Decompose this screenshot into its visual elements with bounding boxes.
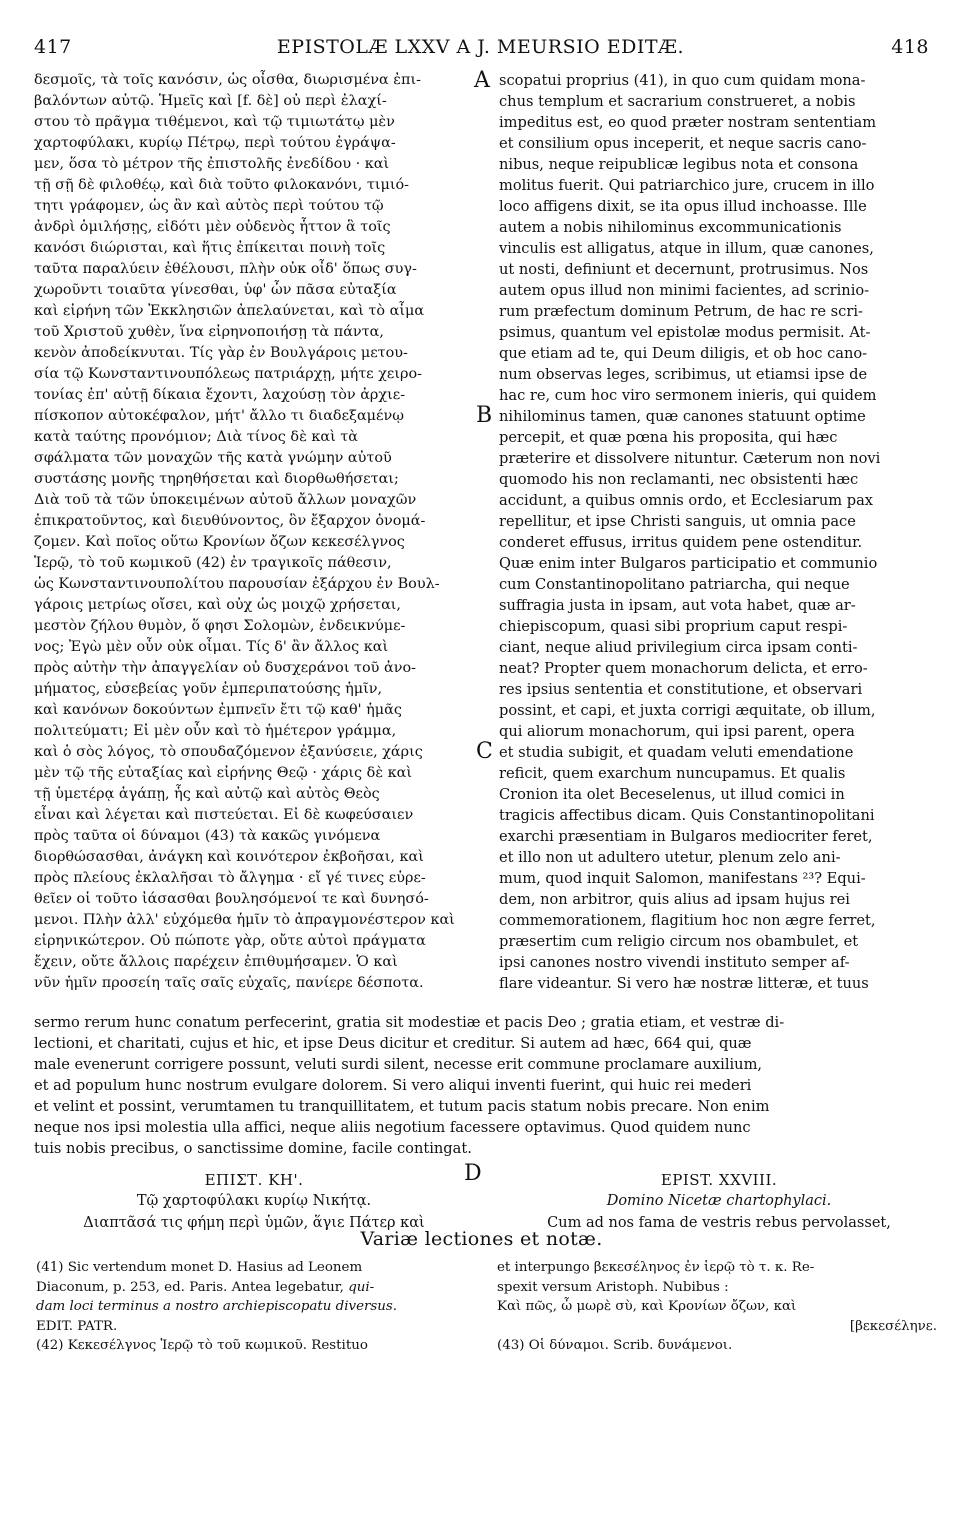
margin-letter-a: A — [474, 68, 490, 93]
epistle-28-greek-heading — [34, 1170, 474, 1234]
full-width-text-line: et ad populum hunc nostrum evulgare dolorem. Si vero aliqui inventi fuerint, qui huic rei mederi — [34, 1077, 752, 1094]
latin-text-line: Cronion ita olet Beceselenus, ut illud comici in — [499, 786, 845, 803]
greek-text-line: μενοι. Πλὴν ἀλλ' εὐχόμεθα ἡμῖν τὸ ἀπραγμονέστερον καὶ — [34, 912, 455, 928]
greek-text-line: μὲν τῷ τῆς εὐταξίας καὶ εἰρήνης Θεῷ · χάρις δὲ καὶ — [34, 765, 413, 781]
greek-text-line: μήματος, εὐσεβείας γοῦν ἐμπεριπατούσης ἡμῖν, — [34, 681, 383, 697]
epistle-latin-addressee: Domino Nicetæ chartophylaci. — [606, 1193, 832, 1209]
greek-text-line: βαλόντων αὐτῷ. Ἡμεῖς καὶ [f. δὲ] οὐ περὶ ἐλαχί- — [34, 93, 387, 109]
running-title: EPISTOLÆ LXXV A J. MEURSIO EDITÆ. — [276, 36, 685, 58]
latin-text-line: mum, quod inquit Salomon, manifestans ²³? Equi- — [499, 870, 866, 887]
margin-letter-b: B — [476, 403, 493, 428]
greek-text-line: τῇ σῇ δὲ φιλοθέῳ, καὶ διὰ τοῦτο φιλοκανόνι, τιμιό- — [34, 177, 410, 193]
latin-text-line: suffragia justa in ipsam, aut vota habet, quæ ar- — [499, 597, 856, 614]
latin-text-line: psimus, quantum vel epistolæ modus permisit. At- — [499, 324, 871, 341]
latin-text-line: præterire et dissolvere nituntur. Cæterum non novi — [499, 450, 881, 467]
greek-text-column — [34, 70, 474, 994]
margin-letter-c: C — [476, 739, 493, 764]
full-width-text-line: lectioni, et charitati, cujus et hic, et ipse Deus dicitur et creditur. Si autem ad hæc, 664 qui, quæ — [34, 1035, 752, 1052]
notes-section-title: Variæ lectiones et notæ. — [360, 1228, 603, 1250]
greek-text-line: χαρτοφύλακι, κυρίῳ Πέτρῳ, περὶ τούτου ἐγράψα- — [34, 135, 396, 151]
latin-text-line: et illo non ut adultero utetur, plenum zelo ani- — [499, 849, 841, 866]
greek-text-line: συστάσης μονῆς τηρηθήσεται καὶ διορθωθήσεται; — [34, 471, 399, 487]
greek-text-line: διορθώσασθαι, ἀνάγκη καὶ κοινότερον ἐκβοῆσαι, καὶ — [34, 849, 424, 865]
epistle-latin-title: EPIST. XXVIII. — [660, 1171, 778, 1189]
latin-text-line: ipsi canones nostro vivendi instituto semper af- — [499, 954, 850, 971]
page-number-right: 418 — [891, 36, 929, 58]
latin-text-line: Quæ enim inter Bulgaros participatio et communio — [499, 555, 878, 572]
latin-text-line: commemorationem, flagitium hoc non ægre ferret, — [499, 912, 876, 929]
greek-text-line: πρὸς πλείους ἐκλαλῆσαι τὸ ἄλγημα · εἴ γέ τινες εὑρε- — [34, 870, 426, 886]
note-line: dam loci terminus a nostro archiepiscopatu diversus. — [36, 1299, 398, 1314]
greek-text-line: γάροις μετρίως οἴσει, καὶ οὐχ ὡς μοιχῷ χρήσεται, — [34, 597, 402, 613]
greek-text-line: ὡς Κωνσταντινουπολίτου παρουσίαν ἐξάρχου ἐν Βουλ- — [34, 576, 440, 592]
note-line: Diaconum, p. 253, ed. Paris. Antea legebatur, qui- — [36, 1279, 375, 1295]
latin-text-line: qui aliorum monachorum, qui ipsi parent, opera — [499, 723, 855, 740]
greek-text-line: πρὸς αὐτὴν τὴν ἀπαγγελίαν οὐ δυσχεράνοι τοῦ ἀνο- — [34, 660, 416, 676]
latin-text-line: loco affigens dixit, se ita opus illud inchoasse. Ille — [499, 198, 867, 215]
latin-text-line: scopatui proprius (41), in quo cum quidam mona- — [499, 72, 866, 89]
latin-text-line: percepit, et quæ pœna his proposita, qui hæc — [499, 429, 838, 446]
greek-text-line: Ἱερῷ, τὸ τοῦ κωμικοῦ (42) ἐν τραγικοῖς πάθεσιν, — [34, 555, 392, 571]
greek-text-line: πίσκοπον αὐτοκέφαλον, μήτ' ἄλλο τι διαδεξαμένῳ — [34, 408, 404, 424]
latin-text-line: nibus, neque reipublicæ legibus nota et consona — [499, 156, 859, 173]
greek-text-line: θεῖεν οἱ τοῦτο ἰάσασθαι βουλησόμενοί τε καὶ δυνησό- — [34, 891, 429, 907]
latin-text-line: nihilominus tamen, quæ canones statuunt optime — [499, 408, 866, 425]
latin-text-line: vinculis est alligatus, atque in illum, quæ canones, — [499, 240, 874, 257]
epistle-greek-title: ΕΠΙΣΤ. ΚΗ'. — [204, 1171, 304, 1189]
latin-text-line: molitus fuerit. Qui patriarchico jure, crucem in illo — [499, 177, 875, 194]
greek-text-line: χωροῦντι τοιαῦτα γίνεσθαι, ὑφ' ὧν πᾶσα εὐταξία — [34, 282, 397, 298]
latin-text-line: accidunt, a quibus omnis ordo, et Ecclesiarum pax — [499, 492, 874, 509]
greek-text-line: σία τῷ Κωνσταντινουπόλεως πατριάρχῃ, μήτε χειρο- — [34, 366, 423, 382]
margin-letter-d: D — [464, 1161, 482, 1186]
greek-text-line: στου τὸ πρᾶγμα τιθέμενοι, καὶ τῷ τιμιωτάτῳ μὲν — [34, 114, 395, 130]
greek-text-line: πρὸς ταῦτα οἱ δύναμοι (43) τὰ κακῶς γινόμενα — [34, 828, 381, 844]
full-width-text-line: tuis nobis precibus, o sanctissime domine, facile contingat. — [34, 1140, 472, 1157]
greek-text-line: καὶ ὁ σὸς λόγος, τὸ σπουδαζόμενον ἐξανύσειε, χάρις — [34, 744, 423, 760]
epistle-latin-incipit: Cum ad nos fama de vestris rebus pervolasset, — [547, 1215, 891, 1231]
latin-text-line: dem, non arbitror, quis alius ad ipsam hujus rei — [499, 891, 850, 908]
latin-text-line: cum Constantinopolitano patriarcha, qui neque — [499, 576, 850, 593]
latin-text-line: autem opus illud non minimi facientes, ad scrinio- — [499, 282, 870, 299]
note-line: EDIT. PATR. — [36, 1318, 118, 1334]
greek-text-line: τῇ ὑμετέρᾳ ἀγάπῃ, ἧς καὶ αὐτῷ καὶ αὐτὸς Θεὸς — [34, 786, 380, 802]
note-line: (43) Οἱ δύναμοι. Scrib. δυνάμενοι. — [497, 1338, 733, 1353]
latin-text-line: chus templum et sacrarium construeret, a nobis — [499, 93, 856, 110]
latin-text-line: que etiam ad te, qui Deum diligis, et ob hoc cano- — [499, 345, 868, 362]
greek-text-line: καὶ εἰρήνη τῶν Ἐκκλησιῶν ἀπελαύνεται, καὶ τὸ αἷμα — [34, 303, 425, 319]
notes-left-column — [36, 1258, 474, 1356]
greek-text-line: ζομεν. Καὶ ποῖος οὕτω Κρονίων ὄζων κεκεσέλγνος — [34, 534, 405, 550]
greek-text-line: τοῦ Χριστοῦ χυθὲν, ἵνα εἰρηνοποιήσῃ τὰ πάντα, — [34, 324, 384, 340]
note-line: spexit versum Aristoph. Nubibus : — [497, 1279, 729, 1295]
note-line: et interpungo βεκεσέληνος ἐν ἱερῷ τὸ τ. κ. Re- — [497, 1260, 815, 1275]
greek-text-line: ἔχειν, οὔτε ἄλλοις παρέχειν ἐπιθυμήσαμεν. Ὁ καὶ — [34, 954, 398, 970]
latin-text-line: autem a nobis nihilominus excommunicationis — [499, 219, 842, 236]
full-width-text-line: sermo rerum hunc conatum perfecerint, gratia sit modestiæ et pacis Deo ; gratia etiam, et vestræ di- — [34, 1014, 785, 1031]
greek-text-line: κανόσι διώρισται, καὶ ἥτις ἐπίκειται ποινὴ τοῖς — [34, 240, 386, 256]
note-line: (42) Κεκεσέλγνος Ἱερῷ τὸ τοῦ κωμικοῦ. Restituo — [36, 1338, 368, 1353]
full-width-text-line: neque nos ipsi molestia ulla affici, neque aliis negotium facessere optavimus. Quod quidem nunc — [34, 1119, 751, 1136]
latin-text-line: chiepiscopum, quasi sibi proprium caput respi- — [499, 618, 848, 635]
latin-text-line: num observas leges, scribimus, ut etiamsi ipse de — [499, 366, 868, 383]
greek-text-line: πολιτεύματι; Εἰ μὲν οὖν καὶ τὸ ἡμέτερον γράμμα, — [34, 723, 397, 739]
page-number-left: 417 — [34, 36, 72, 58]
notes-right-column — [497, 1258, 937, 1356]
latin-text-line: et consilium opus inceperit, et neque sacris cano- — [499, 135, 867, 152]
latin-text-line: flare videantur. Si vero hæ nostræ litteræ, et tuus — [499, 975, 869, 992]
latin-text-line: reficit, quem exarchum nuncupamus. Et qualis — [499, 765, 846, 782]
latin-text-line: ciant, neque aliud privilegium circa ipsam conti- — [499, 639, 858, 656]
greek-text-line: ἐπικρατοῦντος, καὶ διευθύνοντος, ὃν ἔξαρχον ὀνομά- — [34, 513, 426, 529]
greek-text-line: καὶ κανόνων δοκούντων ἐμπνεῖν ἔτι τῷ καθ' ἡμᾶς — [34, 702, 402, 718]
latin-text-line: tragicis affectibus dicam. Quis Constantinopolitani — [499, 807, 875, 824]
latin-text-column — [499, 70, 939, 994]
greek-text-line: κενὸν ἀποδείκνυται. Τίς γὰρ ἐν Βουλγάροις μετου- — [34, 345, 408, 361]
greek-text-line: νος; Ἐγὼ μὲν οὖν οὐκ οἶμαι. Τίς δ' ἂν ἄλλος καὶ — [34, 639, 389, 655]
greek-text-line: νῦν ἡμῖν προσείη ταῖς σαῖς εὐχαῖς, πανίερε δέσποτα. — [34, 975, 424, 991]
greek-text-line: σφάλματα τῶν μοναχῶν τῆς κατὰ γνώμην αὐτοῦ — [34, 450, 392, 466]
greek-text-line: εἰρηνικώτερον. Οὐ πώποτε γὰρ, οὔτε αὐτοὶ πράγματα — [34, 933, 426, 949]
full-width-latin-text — [34, 1012, 944, 1159]
greek-text-line: τητι γράφομεν, ὡς ἂν καὶ αὐτὸς περὶ τούτου τῷ — [34, 198, 384, 214]
latin-text-line: res ipsius sententia et constitutione, et observari — [499, 681, 863, 698]
running-header — [26, 36, 935, 60]
latin-text-line: præsertim cum religio circum nos obambulet, et — [499, 933, 859, 950]
latin-text-line: et studia subigit, et quadam veluti emendatione — [499, 744, 854, 761]
latin-text-line: quomodo his non reclamanti, nec obsistenti hæc — [499, 471, 859, 488]
latin-text-line: hac re, cum hoc viro sermonem inieris, qui quidem — [499, 387, 877, 404]
greek-text-line: ἀνδρὶ ὁμιλήσῃς, εἰδότι μὲν οὐδενὸς ἧττον ἃ τοῖς — [34, 219, 391, 235]
epistle-greek-addressee: Τῷ χαρτοφύλακι κυρίῳ Νικήτᾳ. — [136, 1193, 372, 1209]
greek-text-line: δεσμοῖς, τὰ τοῖς κανόσιν, ὡς οἶσθα, διωρισμένα ἐπι- — [34, 72, 421, 88]
latin-text-line: impeditus est, eo quod præter nostram sententiam — [499, 114, 877, 131]
epistle-greek-incipit: Διαπτᾶσά τις φήμη περὶ ὑμῶν, ἅγιε Πάτερ καὶ — [83, 1215, 425, 1231]
greek-text-line: μεστὸν ζήλου θυμὸν, ὅ φησι Σολομὼν, ἐνδεικνύμε- — [34, 618, 406, 634]
epistle-28-latin-heading — [499, 1170, 939, 1234]
latin-text-line: repellitur, et ipse Christi sanguis, ut omnia pace — [499, 513, 856, 530]
full-width-text-line: male evenerunt corrigere possunt, veluti surdi silent, necesse erit commune proclamare auxilium, — [34, 1056, 763, 1073]
greek-text-line: ταῦτα παραλύειν ἐθέλουσι, πλὴν οὐκ οἶδ' ὅπως συγ- — [34, 261, 417, 277]
latin-text-line: neat? Propter quem monachorum delicta, et erro- — [499, 660, 868, 677]
latin-text-line: possint, et capi, et juxta corrigi æquitate, ob illum, — [499, 702, 876, 719]
latin-text-line: ut nosti, definiunt et decernunt, protrusimus. Nos — [499, 261, 869, 278]
latin-text-line: rum præfectum dominum Petrum, de hac re scri- — [499, 303, 863, 320]
greek-text-line: κατὰ ταύτης προνόμιον; Διὰ τίνος δὲ καὶ τὰ — [34, 429, 358, 445]
note-line: Καὶ πῶς, ὦ μωρὲ σὺ, καὶ Κρονίων ὄζων, καὶ — [497, 1299, 797, 1314]
greek-text-line: Διὰ τοῦ τὰ τῶν ὑποκειμένων αὐτοῦ ἄλλων μοναχῶν — [34, 492, 417, 508]
note-line: (41) Sic vertendum monet D. Hasius ad Leonem — [36, 1260, 363, 1275]
full-width-text-line: et velint et possint, verumtamen tu tranquillitatem, et tutum pacis statum nobis precare. Non enim — [34, 1098, 770, 1115]
latin-text-line: exarchi præsentiam in Bulgaros mediocriter feret, — [499, 828, 873, 845]
greek-text-line: μεν, ὅσα τὸ μέτρον τῆς ἐπιστολῆς ἐνεδίδου · καὶ — [34, 156, 390, 172]
greek-text-line: εἶναι καὶ λέγεται καὶ πιστεύεται. Εἰ δὲ κωφεύσαιεν — [34, 807, 414, 823]
greek-text-line: τονίας ἐπ' αὐτῇ δίκαια ἔχοντι, λαχούσῃ τὸν ἀρχιε- — [34, 387, 406, 403]
latin-text-line: conderet effusus, irritus quidem pene ostenditur. — [499, 534, 863, 551]
note-line: [βεκεσέληνε. — [849, 1318, 937, 1334]
